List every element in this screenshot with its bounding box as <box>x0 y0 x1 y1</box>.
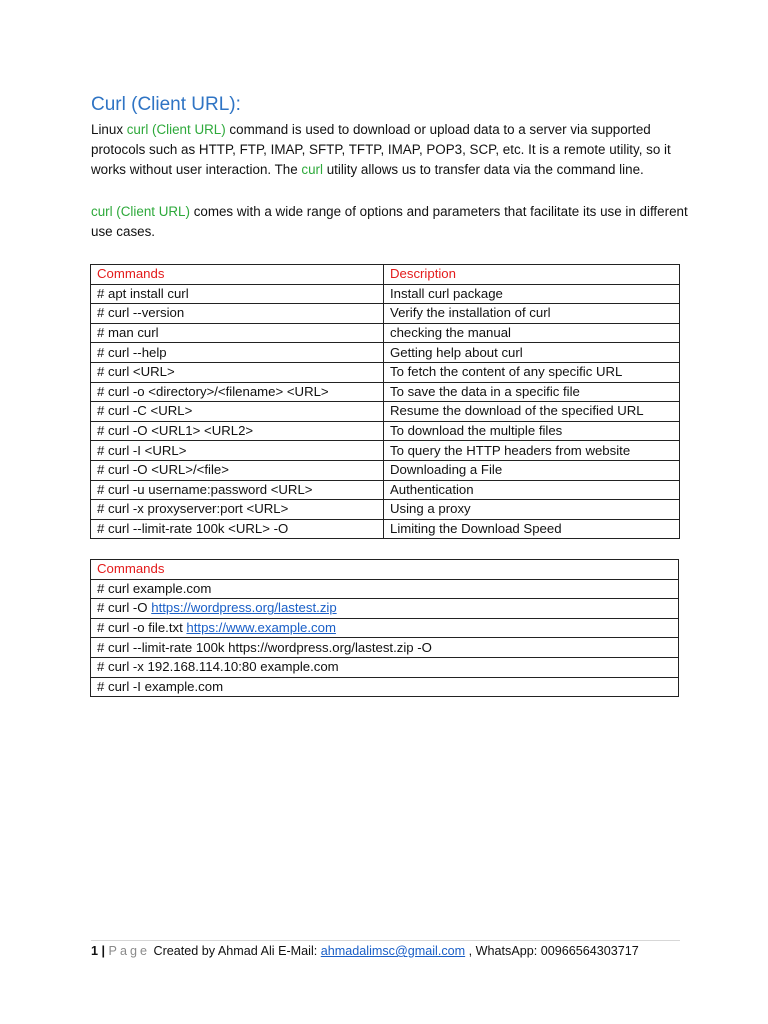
page-number: 1 <box>91 944 99 958</box>
description-cell: Verify the installation of curl <box>384 304 680 324</box>
example-command-cell <box>91 657 679 677</box>
command-cell: # curl -O <URL1> <URL2> <box>91 421 384 441</box>
footer-divider <box>91 940 680 941</box>
description-cell: Authentication <box>384 480 680 500</box>
footer-whatsapp: , WhatsApp: 00966564303717 <box>465 944 639 958</box>
page-word: Page <box>108 944 150 958</box>
commands-table-row <box>91 382 680 402</box>
command-cell: # curl -I <URL> <box>91 441 384 461</box>
example-command-text: # curl -x 192.168.114.10:80 example.com <box>97 659 339 675</box>
command-cell: # curl -x proxyserver:port <URL> <box>91 500 384 520</box>
examples-table-row <box>91 599 679 619</box>
options-paragraph <box>91 202 691 242</box>
footer-email-link[interactable]: ahmadalimsc@gmail.com <box>320 944 466 958</box>
example-command-cell <box>91 599 679 619</box>
intro-highlight-curl-client-url: curl (Client URL) <box>126 122 226 137</box>
examples-table-row <box>91 638 679 658</box>
commands-table-row <box>91 362 680 382</box>
example-command-text: # curl example.com <box>97 580 212 596</box>
example-url-link[interactable]: https://wordpress.org/lastest.zip <box>151 600 337 616</box>
command-cell: # curl -O <URL>/<file> <box>91 460 384 480</box>
page-footer <box>91 944 691 958</box>
description-cell: Limiting the Download Speed <box>384 519 680 539</box>
commands-table-row <box>91 441 680 461</box>
description-cell: Resume the download of the specified URL <box>384 402 680 422</box>
examples-table-row <box>91 618 679 638</box>
command-cell: # apt install curl <box>91 284 384 304</box>
examples-table <box>90 559 679 697</box>
options-highlight: curl (Client URL) <box>91 204 190 219</box>
commands-table-row <box>91 323 680 343</box>
commands-table-row <box>91 500 680 520</box>
example-command-cell <box>91 579 679 599</box>
description-cell: Using a proxy <box>384 500 680 520</box>
examples-table-row <box>91 677 679 697</box>
commands-table-row <box>91 480 680 500</box>
description-cell: Getting help about curl <box>384 343 680 363</box>
example-command-cell <box>91 618 679 638</box>
examples-table-row <box>91 657 679 677</box>
examples-column-header: Commands <box>91 560 679 580</box>
page-separator: | <box>98 944 109 958</box>
commands-table-row <box>91 402 680 422</box>
commands-table-header-row <box>91 265 680 285</box>
example-command-text: # curl --limit-rate 100k https://wordpress.org/lastest.zip -O <box>97 639 432 655</box>
command-cell: # curl --version <box>91 304 384 324</box>
page-title: Curl (Client URL): <box>91 94 241 115</box>
example-url-link[interactable]: https://www.example.com <box>186 620 336 636</box>
example-command-cell <box>91 677 679 697</box>
command-cell: # curl --limit-rate 100k <URL> -O <box>91 519 384 539</box>
example-command-text: # curl -I example.com <box>97 678 224 694</box>
description-cell: Downloading a File <box>384 460 680 480</box>
description-cell: To fetch the content of any specific URL <box>384 362 680 382</box>
commands-table-row <box>91 519 680 539</box>
command-cell: # man curl <box>91 323 384 343</box>
command-cell: # curl <URL> <box>91 362 384 382</box>
example-command-text: # curl -O <box>97 600 152 616</box>
description-cell: Install curl package <box>384 284 680 304</box>
intro-prefix: Linux <box>91 122 127 137</box>
footer-created-by: Created by Ahmad Ali E-Mail: <box>153 944 321 958</box>
intro-suffix: utility allows us to transfer data via the command line. <box>322 162 644 177</box>
commands-column-header: Commands <box>91 265 384 285</box>
example-command-cell <box>91 638 679 658</box>
description-cell: To save the data in a specific file <box>384 382 680 402</box>
options-text: comes with a wide range of options and parameters that facilitate its use in different use cases. <box>91 204 688 239</box>
command-cell: # curl -o <directory>/<filename> <URL> <box>91 382 384 402</box>
description-cell: checking the manual <box>384 323 680 343</box>
command-cell: # curl -C <URL> <box>91 402 384 422</box>
command-cell: # curl --help <box>91 343 384 363</box>
command-cell: # curl -u username:password <URL> <box>91 480 384 500</box>
description-cell: To download the multiple files <box>384 421 680 441</box>
commands-table <box>90 264 680 539</box>
commands-table-row <box>91 343 680 363</box>
commands-table-row <box>91 460 680 480</box>
commands-table-row <box>91 421 680 441</box>
description-column-header: Description <box>384 265 680 285</box>
intro-paragraph <box>91 120 691 180</box>
intro-middle: command is used to download or upload data to a server via supported protocols such as HTTP, FTP, IMAP, SFTP, TFTP, IMAP, POP3, SCP, etc. It is a remote utility, so it works without user interaction. The <box>91 122 671 177</box>
examples-table-header-row <box>91 560 679 580</box>
commands-table-row <box>91 304 680 324</box>
examples-table-row <box>91 579 679 599</box>
intro-highlight-curl: curl <box>301 162 323 177</box>
commands-table-row <box>91 284 680 304</box>
description-cell: To query the HTTP headers from website <box>384 441 680 461</box>
example-command-text: # curl -o file.txt <box>97 620 187 636</box>
